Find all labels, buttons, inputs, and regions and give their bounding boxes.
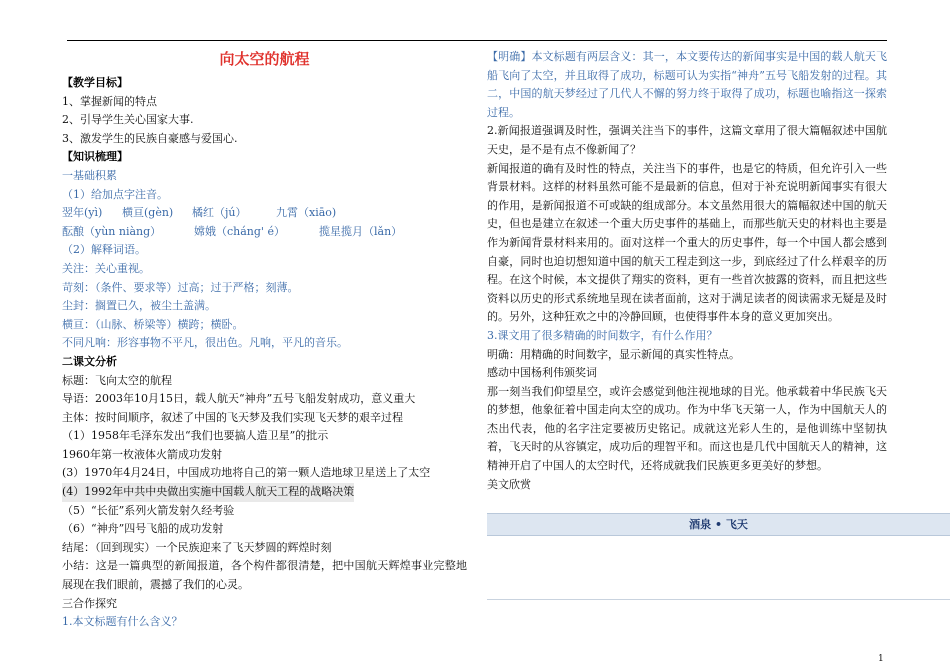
explain-item: 尘封：搁置已久，被尘土盖满。	[62, 299, 216, 313]
analysis-item: (4）1992年中共中央做出实施中国载人航天工程的战略决策	[62, 483, 354, 502]
question-1: 1.本文标题有什么含义？	[62, 615, 183, 629]
appreciate-heading: 美文欣赏	[487, 477, 531, 491]
answer-2: 新闻报道的确有及时性的特点，关注当下的事件，也是它的特质，但允许引入一些背景材料。这样的材料虽然可能不是最新的信息，但对于补充说明新闻事实有很大的作用，是新闻报道不可或缺的组成部分。本文虽然用很大的篇幅叙述中国的航天史，但也是建立在叙述一个重大历史事件的基础上，而那些航天史的材料也主要是作为新闻背景材料来用的。面对这样一个重大的历史事件，每一个中国人都会感到自豪，同时也迫切想知道中国的航天工程走到这一步，到底经过了什么样艰辛的历程。在这个时候，本文提供了翔实的资料，更有一些首次披露的资料，而且把这些资料以历史的形式系统地呈现在读者面前，这对于满足读者的阅读需求无疑是及时的。另外，这种狂欢之中的冷静回顾，也使得事件本身的意义更加突出。	[487, 161, 887, 324]
analysis-item: （5）“长征”系列火箭发射久经考验	[62, 503, 235, 517]
analysis-item: 主体：按时间顺序，叙述了中国的飞天梦及我们实现飞天梦的艰辛过程	[62, 410, 403, 424]
analysis-item: 结尾：（回到现实）一个民族迎来了飞天梦圆的辉煌时刻	[62, 540, 332, 554]
page-title: 向太空的航程	[219, 50, 310, 68]
explain-item: 不同凡响：形容事物不平凡，很出色。凡响，平凡的音乐。	[62, 336, 348, 350]
question-2: 2.新闻报道强调及时性，强调关注当下的事件，这篇文章用了很大篇幅叙述中国航天史，是不是有点不像新闻了？	[487, 124, 887, 156]
analysis-item: （6）“神舟”四号飞船的成功发射	[62, 522, 224, 536]
pinyin-heading: （1）给加点字注音。	[62, 187, 168, 201]
right-column	[487, 48, 887, 494]
pinyin-item: 嫦娥（cháng' é）	[194, 224, 285, 238]
explain-item: 关注：关心重视。	[62, 261, 150, 275]
analysis-item: 标题：飞向太空的航程	[62, 373, 172, 387]
question-3: 3.课文用了很多精确的时间数字，有什么作用？	[487, 328, 718, 342]
pinyin-item: 揽星揽月（lǎn）	[319, 224, 403, 238]
pinyin-row-2	[62, 223, 467, 242]
pinyin-item: 酝酿（yùn niàng）	[62, 224, 162, 238]
pinyin-item: 翌年(yì)	[62, 206, 103, 220]
page-number: 1	[878, 654, 884, 664]
pinyin-item: 横亘(gèn)	[122, 206, 174, 220]
header-rule	[67, 40, 887, 41]
answer-1: 【明确】本文标题有两层含义：其一，本文要传达的新闻事实是中国的载人航天飞船飞向了太空，并且取得了成功，标题可认为实指“神舟”五号飞船发射的过程。其二，中国的航天梦经过了几代人不懈的努力终于取得了成功，标题也喻指这一探索过程。	[487, 50, 887, 119]
goals-heading: 【教学目标】	[62, 76, 128, 89]
analysis-item: （1）1958年毛泽东发出“我们也要搞人造卫星”的批示	[62, 429, 329, 443]
coop-heading: 三合作探究	[62, 596, 117, 610]
basic-heading: 一基础积累	[62, 168, 117, 182]
article-banner: 酒泉 • 飞天	[487, 513, 950, 536]
pinyin-item: 橘红（jú）	[192, 206, 247, 220]
pinyin-row-1	[62, 204, 467, 223]
explain-item: 横亘：（山脉、桥梁等）横跨；横卧。	[62, 317, 244, 331]
left-column	[62, 48, 467, 632]
analysis-item: 1960年第一枚液体火箭成功发射	[62, 447, 222, 461]
analysis-heading: 二课文分析	[62, 354, 117, 368]
knowledge-heading: 【知识梳理】	[62, 150, 128, 164]
pinyin-item: 九霄（xiāo)	[276, 206, 337, 220]
moved-heading: 感动中国杨利伟颁奖词	[487, 366, 597, 380]
goal-3: 3、激发学生的民族自豪感与爱国心.	[62, 131, 238, 145]
analysis-item: 导语：2003年10月15日，载人航天“神舟”五号飞船发射成功，意义重大	[62, 392, 416, 406]
explain-item: 苛刻：（条件、要求等）过高；过于严格；刻薄。	[62, 280, 299, 294]
goal-1: 1、掌握新闻的特点	[62, 94, 157, 108]
explain-heading: （2）解释词语。	[62, 243, 146, 257]
moved-text: 那一刻当我们仰望星空，或许会感觉到他注视地球的目光。他承载着中华民族飞天的梦想，他象征着中国走向太空的成功。作为中华飞天第一人，作为中国航天人的杰出代表，他的名字注定要被历史铭记。成就这光彩人生的，是他训练中坚韧执着，飞天时的从容镇定，成功后的理智平和。而这也是几代中国航天人的精神，这精神开启了中国人的太空时代，还将成就我们民族更多更美好的梦想。	[487, 384, 887, 473]
goal-2: 2、引导学生关心国家大事.	[62, 113, 194, 127]
analysis-item: (3）1970年4月24日，中国成功地将自己的第一颗人造地球卫星送上了太空	[62, 466, 431, 480]
summary: 小结：这是一篇典型的新闻报道，各个构件都很清楚，把中国航天辉煌事业完整地展现在我们眼前，震撼了我们的心灵。	[62, 559, 467, 592]
answer-3: 明确：用精确的时间数字，显示新闻的真实性特点。	[487, 347, 740, 361]
article-box	[487, 535, 950, 600]
